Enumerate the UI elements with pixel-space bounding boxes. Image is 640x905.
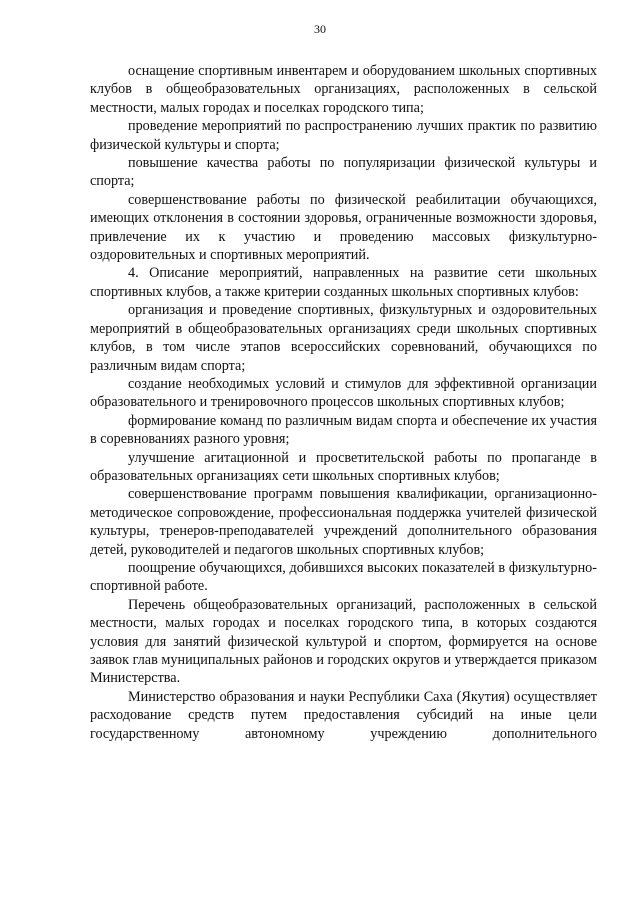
page-number: 30 [314,22,326,36]
paragraph-rehabilitation: совершенствование работы по физической реабилитации обучающихся, имеющих отклонения в состоянии здоровья, ограниченные возможности здоровья, привлечение их к участию и проведению массовых физкультурно-оздоровительных и спортивных мероприятий. [90,191,597,264]
paragraph-conditions: создание необходимых условий и стимулов для эффективной организации образовательного и тренировочного процессов школьных спортивных клубов; [90,375,597,411]
paragraph-best-practices: проведение мероприятий по распространению лучших практик по развитию физической культуры и спорта; [90,118,597,153]
paragraph-encouragement: поощрение обучающихся, добившихся высоких показателей в физкультурно-спортивной работе. [90,559,597,595]
paragraph-popularization: повышение качества работы по популяризации физической культуры и спорта; [90,155,597,190]
paragraph-section-4-heading: 4. Описание мероприятий, направленных на развитие сети школьных спортивных клубов, а также критерии созданных школьных спортивных клубов: [90,265,597,300]
paragraph-ministry-spending: Министерство образования и науки Республики Саха (Якутия) осуществляет расходование средств путем предоставления субсидий на иные цели государственному автономному учреждению дополнительного [90,688,597,742]
paragraph-equipment: оснащение спортивным инвентарем и оборудованием школьных спортивных клубов в общеобразовательных организациях, расположенных в сельской местности, малых городах и поселках городского типа; [90,63,597,116]
paragraph-agitation: улучшение агитационной и просветительской работы по пропаганде в образовательных организациях сети школьных спортивных клубов; [90,449,597,484]
paragraph-list-of-organizations: Перечень общеобразовательных организаций, расположенных в сельской местности, малых городах и поселках городского типа, в которых создаются условия для занятий физической культурой и спортом, формируется на основе заявок глав муниципальных районов и городских округов и утверждается приказом Министерства. [90,596,597,687]
paragraph-qualification: совершенствование программ повышения квалификации, организационно-методическое сопровождение, профессиональная поддержка учителей физической культуры, тренеров-преподавателей учреждений дополнительного образования детей, руководителей и педагогов школьных спортивных клубов; [90,486,597,558]
paragraph-teams: формирование команд по различным видам спорта и обеспечение их участия в соревнованиях разного уровня; [90,412,597,448]
document-body [90,62,597,743]
paragraph-organization-events: организация и проведение спортивных, физкультурных и оздоровительных мероприятий в общеобразовательных организациях среди школьных спортивных клубов, в том числе этапов всероссийских соревнований, обучающихся по различным видам спорта; [90,302,597,374]
